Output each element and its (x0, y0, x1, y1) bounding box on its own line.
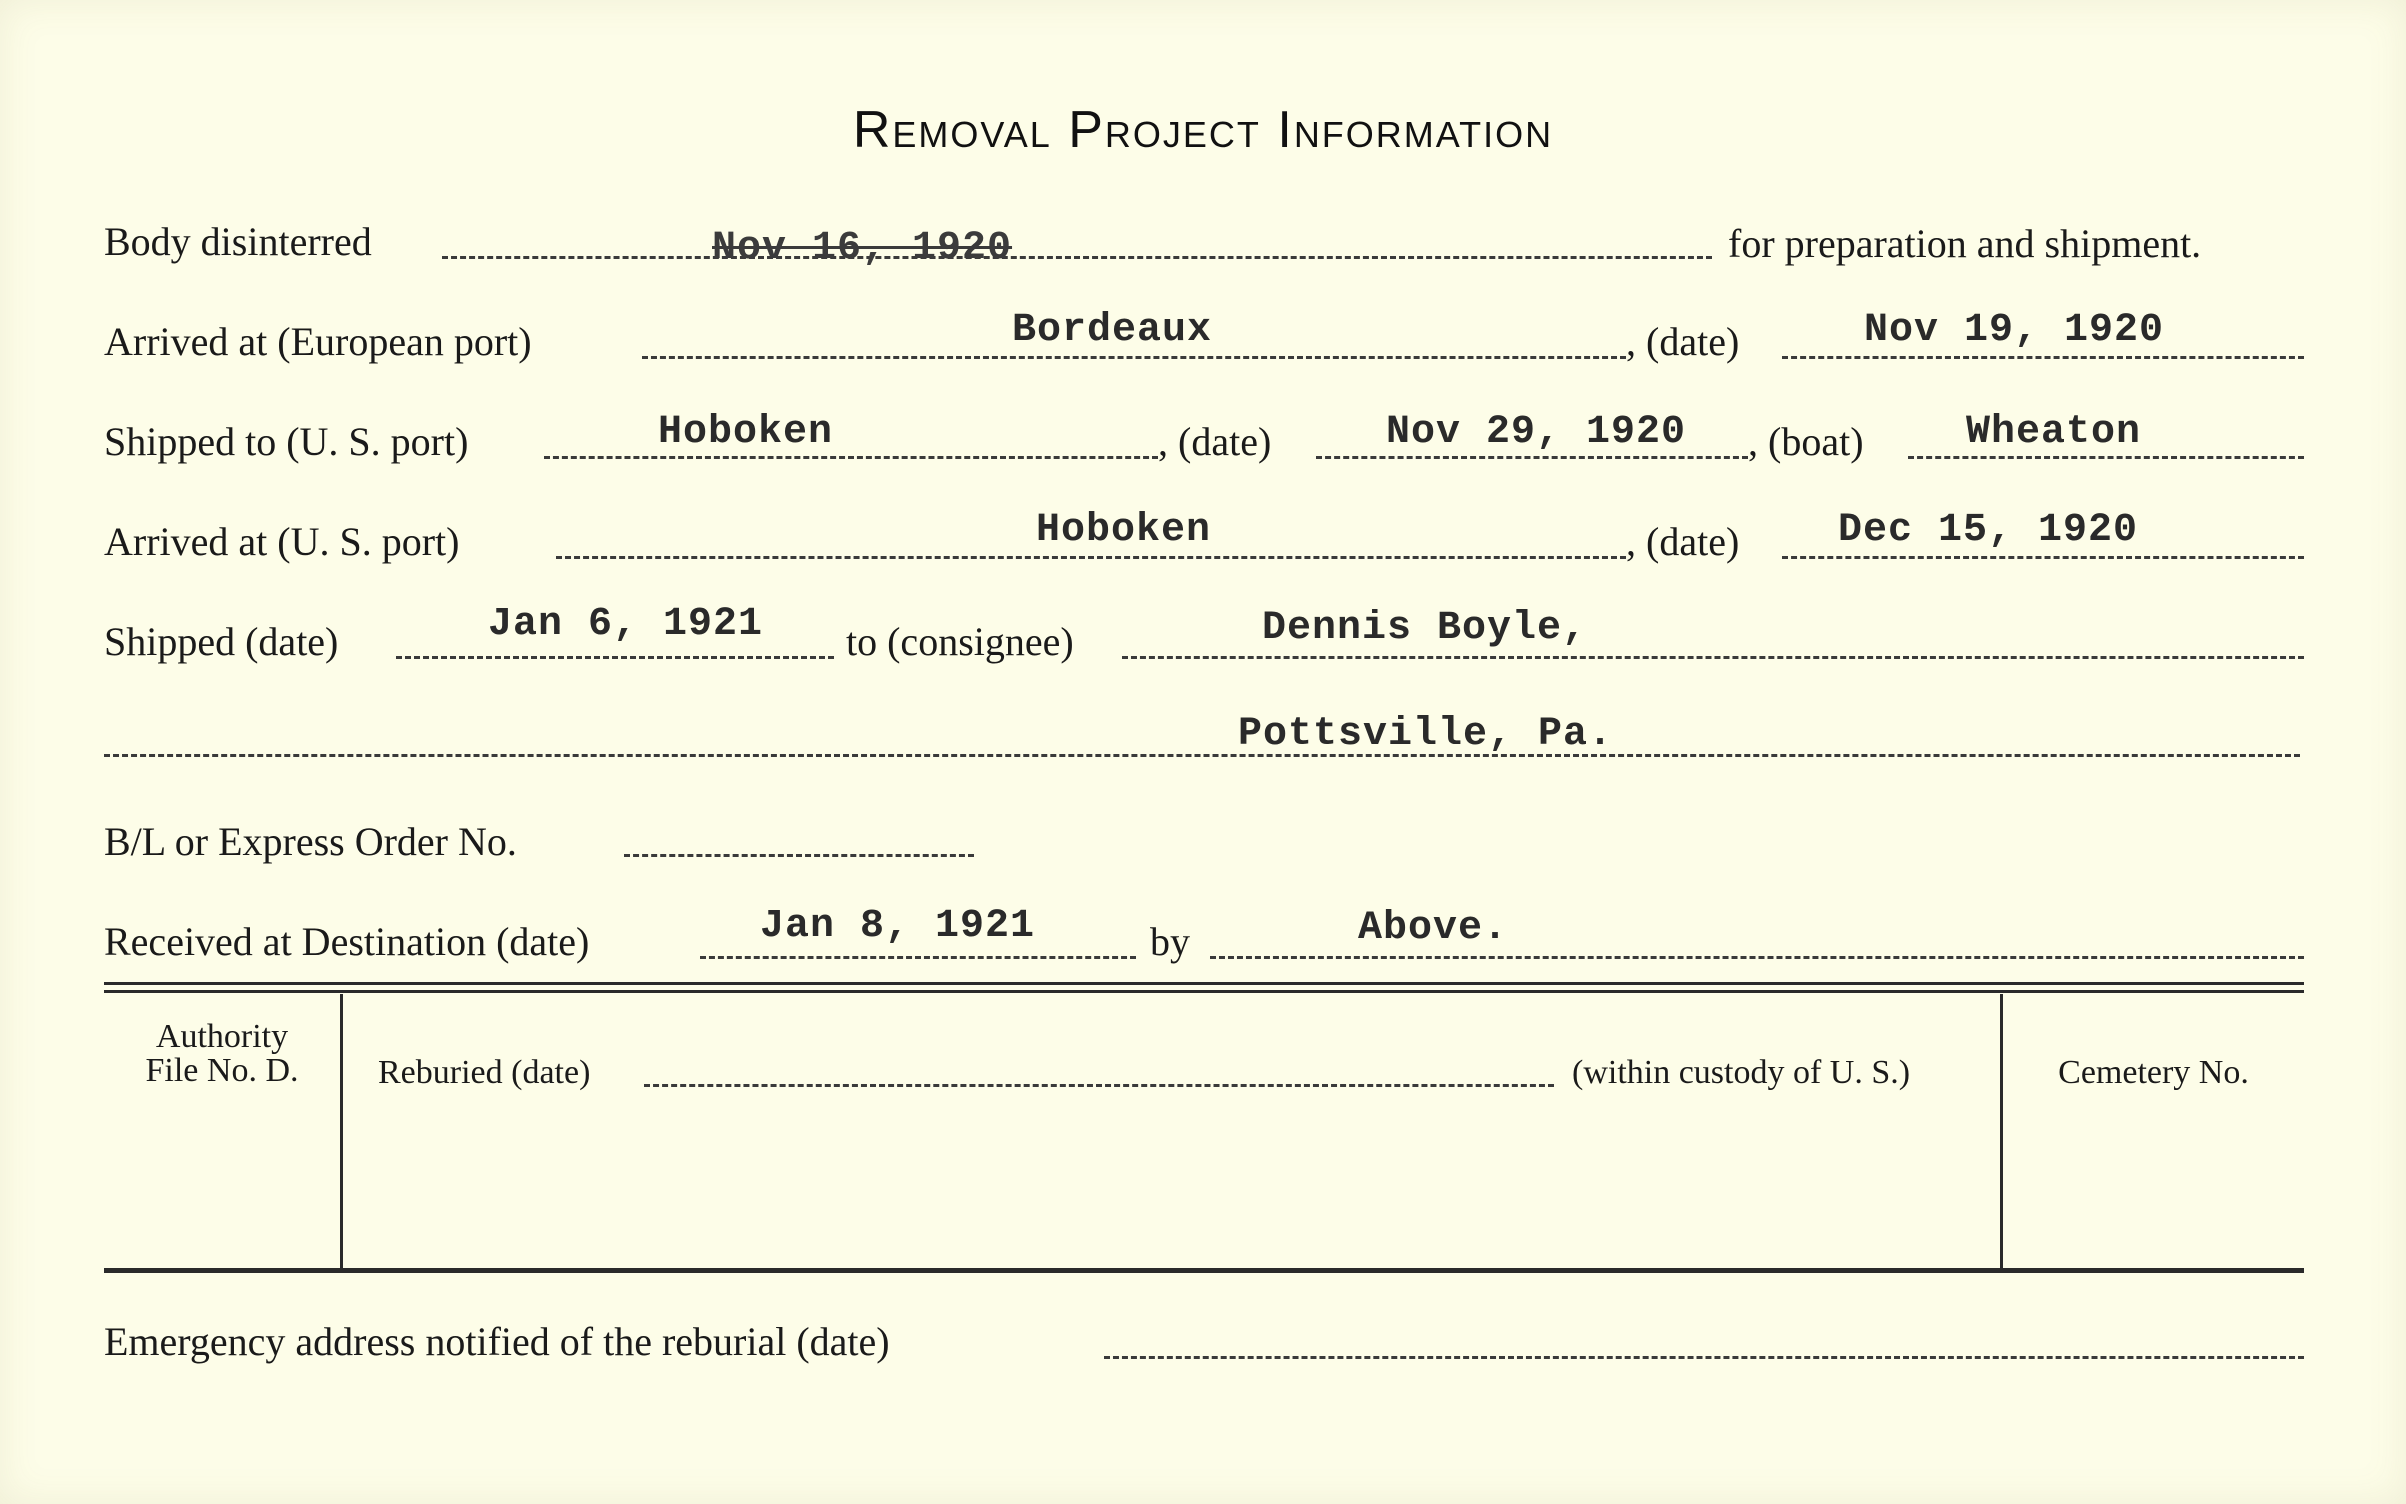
authority-line-1: Authority (155, 1018, 289, 1055)
document-title: Removal Project Information (852, 101, 1554, 159)
emergency-address-label: Emergency address notified of the reburial (date) (104, 1319, 890, 1364)
arrived-european-date-value: Nov 19, 1920 (1864, 308, 2165, 353)
authority-line-2: File No. D. (145, 1052, 299, 1089)
arrived-us-date-label: , (date) (1626, 519, 1740, 564)
arrived-us-port-value: Hoboken (1036, 508, 1212, 553)
arrived-european-port-line (642, 356, 1626, 359)
shipped-date-line (396, 656, 834, 659)
body-disinterred-line (442, 256, 1712, 259)
reburied-date-label: Reburied (date) (378, 1054, 591, 1091)
bl-order-label: B/L or Express Order No. (104, 819, 517, 864)
arrived-us-date-value: Dec 15, 1920 (1838, 508, 2139, 553)
received-date-label: Received at Destination (date) (104, 919, 590, 964)
consignee-value: Dennis Boyle, (1262, 606, 1588, 651)
shipped-date-label: Shipped (date) (104, 619, 339, 664)
box-bottom-rule (104, 1268, 2304, 1273)
shipped-us-port-label: Shipped to (U. S. port) (104, 419, 469, 464)
shipped-us-boat-value: Wheaton (1966, 410, 2142, 455)
arrived-us-port-label: Arrived at (U. S. port) (104, 519, 460, 564)
arrived-european-date-line (1782, 356, 2304, 359)
bl-order-line (624, 854, 974, 857)
authority-file-label (104, 1020, 340, 1088)
shipped-us-date-line (1316, 456, 1748, 459)
received-by-value: Above. (1358, 906, 1509, 951)
shipped-date-value: Jan 6, 1921 (488, 602, 764, 647)
arrived-european-port-value: Bordeaux (1012, 308, 1213, 353)
consignee-label: to (consignee) (846, 619, 1074, 664)
arrived-european-date-label: , (date) (1626, 319, 1740, 364)
received-date-line (700, 956, 1136, 959)
consignee-address-value: Pottsville, Pa. (1238, 712, 1614, 757)
shipped-us-date-label: , (date) (1158, 419, 1272, 464)
box-top-rule-2 (104, 990, 2304, 993)
shipped-us-port-line (544, 456, 1158, 459)
consignee-address-line (104, 754, 2300, 757)
shipped-us-boat-label: , (boat) (1748, 419, 1864, 464)
consignee-line (1122, 656, 2304, 659)
body-disinterred-label: Body disinterred (104, 219, 372, 264)
shipped-us-port-value: Hoboken (658, 410, 834, 455)
arrived-european-port-label: Arrived at (European port) (104, 319, 532, 364)
received-by-label: by (1150, 919, 1190, 964)
arrived-us-port-line (556, 556, 1626, 559)
shipped-us-date-value: Nov 29, 1920 (1386, 410, 1687, 455)
custody-label: (within custody of U. S.) (1572, 1054, 1911, 1091)
reburied-date-line (644, 1084, 1554, 1087)
box-top-rule-1 (104, 982, 2304, 985)
received-by-line (1210, 956, 2304, 959)
body-disinterred-suffix: for preparation and shipment. (1728, 221, 2202, 266)
box-divider-left (340, 994, 343, 1268)
shipped-us-boat-line (1908, 456, 2304, 459)
emergency-date-line (1104, 1356, 2304, 1359)
received-date-value: Jan 8, 1921 (760, 904, 1036, 949)
body-disinterred-date: Nov 16, 1920 (712, 226, 1013, 271)
box-divider-right (2000, 994, 2003, 1268)
cemetery-no-label: Cemetery No. (2058, 1054, 2249, 1091)
arrived-us-date-line (1782, 556, 2304, 559)
